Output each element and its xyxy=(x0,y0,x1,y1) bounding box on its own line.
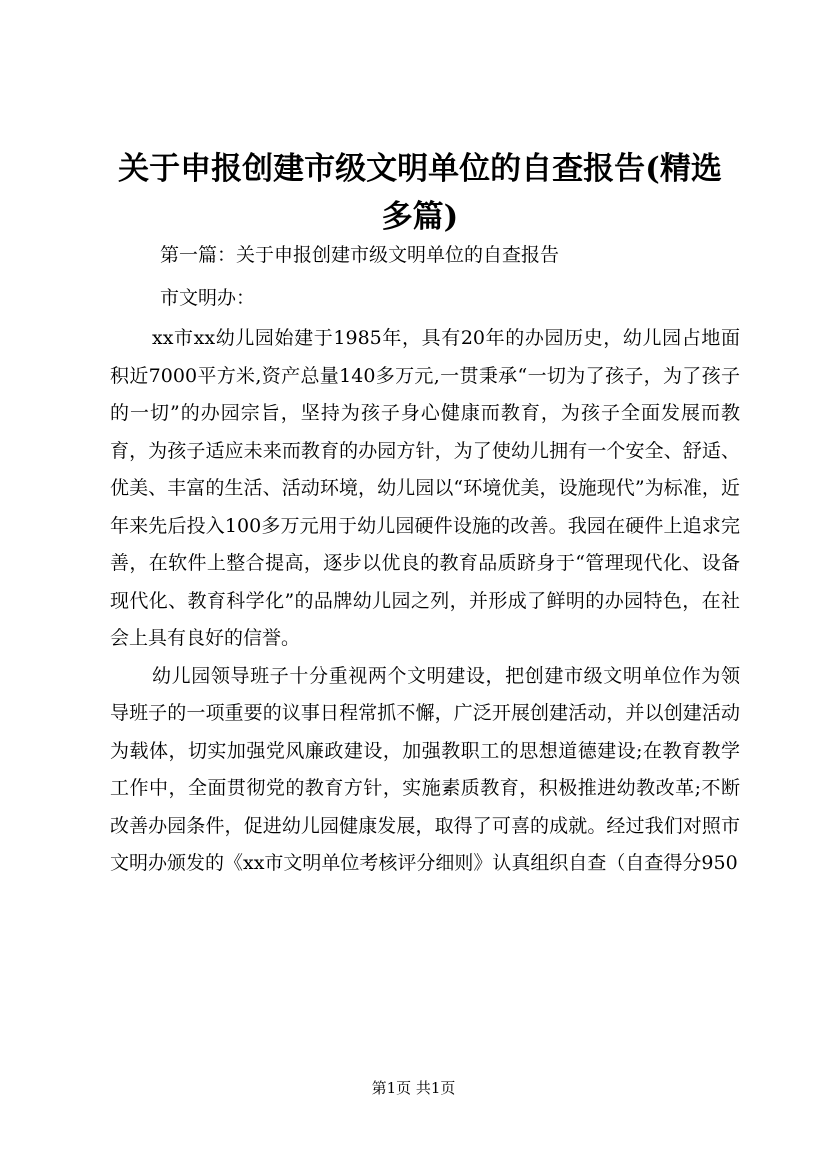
title-line-2: 多篇) xyxy=(381,199,459,235)
body-paragraph: 幼儿园领导班子十分重视两个文明建设，把创建市级文明单位作为领导班子的一项重要的议事日程常抓不懈，广泛开展创建活动，并以创建活动为载体，切实加强党风廉政建设，加强教职工的思想道德建设;在教育教学工作中，全面贯彻党的教育方针，实施素质教育，积极推进幼教改革;不断改善办园条件，促进幼儿园健康发展，取得了可喜的成就。经过我们对照市文明办颁发的《xx市文明单位考核评分细则》认真组织自查（自查得分950 xyxy=(110,664,740,874)
title-line-1: 关于申报创建市级文明单位的自查报告(精选 xyxy=(118,151,722,187)
document-title xyxy=(100,145,740,241)
section-heading: 第一篇：关于申报创建市级文明单位的自查报告 xyxy=(160,244,560,266)
salutation: 市文明办： xyxy=(160,287,256,309)
page-footer: 第1页 共1页 xyxy=(371,1079,456,1097)
document-body xyxy=(110,320,740,883)
body-paragraph: xx市xx幼儿园始建于1985年，具有20年的办园历史，幼儿园占地面积近7000平方米,资产总量140多万元,一贯秉承“一切为了孩子，为了孩子的一切”的办园宗旨，坚持为孩子身心健康而教育，为孩子全面发展而教育，为孩子适应未来而教育的办园方针，为了使幼儿拥有一个安全、舒适、优美、丰富的生活、活动环境，幼儿园以“环境优美，设施现代”为标准，近年来先后投入100多万元用于幼儿园硬件设施的改善。我园在硬件上追求完善，在软件上整合提高，逐步以优良的教育品质跻身于“管理现代化、设备现代化、教育科学化”的品牌幼儿园之列，并形成了鲜明的办园特色，在社会上具有良好的信誉。 xyxy=(110,327,740,649)
